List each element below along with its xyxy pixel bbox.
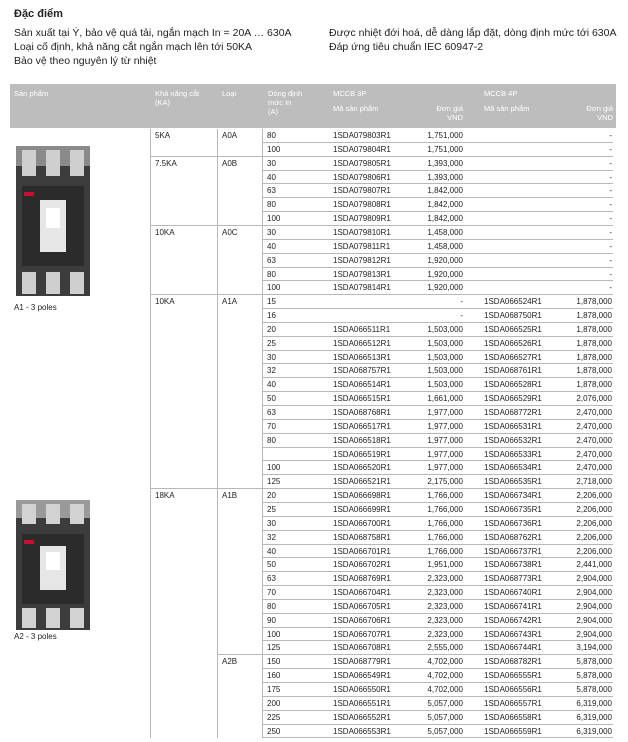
rated-current-cell: 30 bbox=[267, 352, 276, 362]
type-cell: A0B bbox=[222, 158, 238, 168]
features-title: Đặc điểm bbox=[14, 8, 63, 20]
rated-current-cell: 40 bbox=[267, 380, 276, 390]
type-cell: A0A bbox=[222, 131, 238, 140]
code-4p-cell: 1SDA066740R1 bbox=[484, 588, 542, 598]
features-left bbox=[14, 26, 292, 68]
header-capacity-line: Khả năng cắt bbox=[155, 89, 200, 98]
price-3p-cell: 1,842,000 bbox=[427, 200, 463, 210]
price-4p-cell: 1,878,000 bbox=[576, 352, 612, 362]
row-divider bbox=[262, 502, 613, 503]
column-divider bbox=[150, 129, 151, 738]
code-3p-cell: 1SDA079805R1 bbox=[333, 158, 391, 168]
row-divider bbox=[262, 640, 613, 641]
price-4p-cell: - bbox=[609, 172, 612, 182]
price-3p-cell: 1,766,000 bbox=[427, 504, 463, 514]
group-divider bbox=[150, 488, 613, 489]
row-divider bbox=[262, 460, 613, 461]
price-3p-cell: 1,766,000 bbox=[427, 546, 463, 556]
price-4p-cell: - bbox=[609, 227, 612, 237]
code-4p-cell: 1SDA066734R1 bbox=[484, 491, 542, 501]
code-3p-cell: 1SDA068757R1 bbox=[333, 366, 391, 376]
rated-current-cell: 32 bbox=[267, 532, 276, 542]
row-divider bbox=[262, 239, 613, 240]
code-3p-cell: 1SDA066701R1 bbox=[333, 546, 391, 556]
row-divider bbox=[262, 557, 613, 558]
type-cell: A1A bbox=[222, 297, 238, 307]
code-3p-cell: 1SDA066549R1 bbox=[333, 671, 391, 681]
price-4p-cell: 5,878,000 bbox=[576, 685, 612, 694]
price-3p-cell: 1,766,000 bbox=[427, 491, 463, 501]
row-divider bbox=[262, 447, 613, 448]
caption-a1: A1 - 3 poles bbox=[14, 303, 57, 312]
code-3p-cell: 1SDA068769R1 bbox=[333, 574, 391, 584]
price-4p-cell: 1,878,000 bbox=[576, 311, 612, 321]
price-4p-cell: 6,319,000 bbox=[576, 698, 612, 708]
row-divider bbox=[262, 530, 613, 531]
price-3p-cell: 2,323,000 bbox=[427, 574, 463, 584]
rated-current-cell: 30 bbox=[267, 158, 276, 168]
rated-current-cell: 200 bbox=[267, 698, 281, 708]
price-4p-cell: 1,878,000 bbox=[576, 380, 612, 390]
column-divider bbox=[217, 129, 218, 738]
row-divider bbox=[262, 183, 613, 184]
price-4p-cell: - bbox=[609, 255, 612, 265]
price-3p-cell: 1,393,000 bbox=[427, 172, 463, 182]
code-3p-cell: 1SDA079806R1 bbox=[333, 172, 391, 182]
group-divider bbox=[150, 156, 613, 157]
header-rated-line: Dòng định bbox=[268, 89, 303, 98]
code-4p-cell: 1SDA066738R1 bbox=[484, 560, 542, 570]
price-3p-cell: 1,842,000 bbox=[427, 214, 463, 224]
price-4p-cell: 5,878,000 bbox=[576, 657, 612, 667]
code-3p-cell: 1SDA066515R1 bbox=[333, 394, 391, 404]
price-4p-cell: - bbox=[609, 144, 612, 154]
header-product: Sản phẩm bbox=[14, 89, 49, 98]
rated-current-cell: 90 bbox=[267, 615, 276, 625]
code-3p-cell: 1SDA066705R1 bbox=[333, 601, 391, 611]
code-4p-cell: 1SDA066525R1 bbox=[484, 324, 542, 334]
row-divider bbox=[262, 544, 613, 545]
mccb-a1-image bbox=[12, 146, 94, 296]
header-mccb4p: MCCB 4P bbox=[484, 89, 518, 98]
price-3p-cell: 5,057,000 bbox=[427, 698, 463, 708]
rated-current-cell: 63 bbox=[267, 186, 276, 196]
price-4p-cell: 2,904,000 bbox=[576, 574, 612, 584]
price-4p-cell: 6,319,000 bbox=[576, 712, 612, 722]
code-4p-cell: 1SDA066555R1 bbox=[484, 671, 542, 681]
row-divider bbox=[262, 696, 613, 697]
code-3p-cell: 1SDA066704R1 bbox=[333, 588, 391, 598]
capacity-cell: 18KA bbox=[155, 491, 175, 501]
rated-current-cell: 50 bbox=[267, 560, 276, 570]
row-divider bbox=[262, 474, 613, 475]
header-capacity bbox=[155, 89, 199, 107]
rated-current-cell: 20 bbox=[267, 491, 276, 501]
code-3p-cell: 1SDA066521R1 bbox=[333, 477, 391, 487]
price-4p-cell: 2,206,000 bbox=[576, 532, 612, 542]
code-3p-cell: 1SDA066520R1 bbox=[333, 463, 391, 473]
row-divider bbox=[262, 668, 613, 669]
group-divider bbox=[217, 654, 613, 655]
price-3p-cell: 1,393,000 bbox=[427, 158, 463, 168]
code-3p-cell: 1SDA066552R1 bbox=[333, 712, 391, 722]
feature-line: Bảo vệ theo nguyên lý từ nhiệt bbox=[14, 55, 157, 67]
code-3p-cell: 1SDA066700R1 bbox=[333, 518, 391, 528]
type-cell: A0C bbox=[222, 227, 238, 237]
code-3p-cell: 1SDA066512R1 bbox=[333, 338, 391, 348]
code-3p-cell: 1SDA079810R1 bbox=[333, 227, 391, 237]
price-3p-cell: 1,766,000 bbox=[427, 532, 463, 542]
feature-line: Đáp ứng tiêu chuẩn IEC 60947-2 bbox=[329, 41, 484, 53]
code-3p-cell: 1SDA079809R1 bbox=[333, 214, 391, 224]
price-4p-cell: 1,878,000 bbox=[576, 366, 612, 376]
price-3p-cell: 1,920,000 bbox=[427, 269, 463, 279]
row-divider bbox=[262, 613, 613, 614]
price-3p-cell: 4,702,000 bbox=[427, 671, 463, 681]
price-3p-cell: 1,977,000 bbox=[427, 449, 463, 459]
rated-current-cell: 225 bbox=[267, 712, 281, 722]
code-3p-cell: 1SDA079803R1 bbox=[333, 131, 391, 140]
code-4p-cell: 1SDA066527R1 bbox=[484, 352, 542, 362]
features-right bbox=[329, 26, 616, 54]
header-price-line: VND bbox=[597, 113, 613, 122]
price-3p-cell: 1,951,000 bbox=[427, 560, 463, 570]
price-4p-cell: 2,718,000 bbox=[576, 477, 612, 487]
code-4p-cell: 1SDA066736R1 bbox=[484, 518, 542, 528]
header-rated bbox=[268, 89, 302, 116]
rated-current-cell: 63 bbox=[267, 255, 276, 265]
price-4p-cell: 3,194,000 bbox=[576, 643, 612, 653]
rated-current-cell: 150 bbox=[267, 657, 281, 667]
code-3p-cell: 1SDA079812R1 bbox=[333, 255, 391, 265]
rated-current-cell: 80 bbox=[267, 269, 276, 279]
capacity-cell: 10KA bbox=[155, 227, 175, 237]
price-3p-cell: 1,503,000 bbox=[427, 338, 463, 348]
rated-current-cell: 160 bbox=[267, 671, 281, 681]
price-4p-cell: 1,878,000 bbox=[576, 338, 612, 348]
row-divider bbox=[262, 405, 613, 406]
rated-current-cell: 175 bbox=[267, 685, 281, 694]
row-divider bbox=[262, 710, 613, 711]
header-rated-line: mức In bbox=[268, 98, 292, 107]
price-4p-cell: - bbox=[609, 186, 612, 196]
code-3p-cell: 1SDA066551R1 bbox=[333, 698, 391, 708]
header-price-line: Đơn giá bbox=[436, 104, 463, 113]
price-4p-cell: 2,470,000 bbox=[576, 421, 612, 431]
price-4p-cell: - bbox=[609, 158, 612, 168]
rated-current-cell: 80 bbox=[267, 131, 276, 140]
code-4p-cell: 1SDA066744R1 bbox=[484, 643, 542, 653]
price-4p-cell: 2,470,000 bbox=[576, 408, 612, 417]
price-4p-cell: 1,878,000 bbox=[576, 324, 612, 334]
price-4p-cell: 1,878,000 bbox=[576, 297, 612, 307]
price-3p-cell: 1,458,000 bbox=[427, 227, 463, 237]
code-3p-cell: 1SDA066514R1 bbox=[333, 380, 391, 390]
rated-current-cell: 30 bbox=[267, 518, 276, 528]
rated-current-cell: 100 bbox=[267, 144, 281, 154]
header-type: Loại bbox=[222, 89, 237, 98]
price-3p-cell: 1,751,000 bbox=[427, 131, 463, 140]
code-3p-cell: 1SDA079811R1 bbox=[333, 241, 391, 251]
price-3p-cell: 2,323,000 bbox=[427, 588, 463, 598]
rated-current-cell: 70 bbox=[267, 421, 276, 431]
row-divider bbox=[262, 585, 613, 586]
code-4p-cell: 1SDA068750R1 bbox=[484, 311, 542, 321]
column-divider bbox=[262, 129, 263, 738]
code-3p-cell: 1SDA066698R1 bbox=[333, 491, 391, 501]
code-4p-cell: 1SDA066535R1 bbox=[484, 477, 542, 487]
price-3p-cell: 4,702,000 bbox=[427, 657, 463, 667]
price-4p-cell: 2,904,000 bbox=[576, 601, 612, 611]
code-4p-cell: 1SDA066557R1 bbox=[484, 698, 542, 708]
price-3p-cell: 1,503,000 bbox=[427, 324, 463, 334]
code-3p-cell: 1SDA066708R1 bbox=[333, 643, 391, 653]
row-divider bbox=[262, 308, 613, 309]
price-3p-cell: 4,702,000 bbox=[427, 685, 463, 694]
price-4p-cell: 2,904,000 bbox=[576, 588, 612, 598]
price-3p-cell: - bbox=[460, 297, 463, 307]
price-4p-cell: - bbox=[609, 131, 612, 140]
code-4p-cell: 1SDA068772R1 bbox=[484, 408, 542, 417]
row-divider bbox=[262, 571, 613, 572]
row-divider bbox=[262, 322, 613, 323]
code-4p-cell: 1SDA066532R1 bbox=[484, 435, 542, 445]
feature-line: Được nhiệt đới hoá, dễ dàng lắp đặt, dòng định mức tới 630A bbox=[329, 27, 617, 39]
code-4p-cell: 1SDA066559R1 bbox=[484, 726, 542, 736]
price-3p-cell: 1,977,000 bbox=[427, 421, 463, 431]
rated-current-cell: 100 bbox=[267, 283, 281, 293]
code-4p-cell: 1SDA066531R1 bbox=[484, 421, 542, 431]
row-divider bbox=[262, 197, 613, 198]
code-3p-cell: 1SDA066699R1 bbox=[333, 504, 391, 514]
price-3p-cell: 2,323,000 bbox=[427, 615, 463, 625]
code-4p-cell: 1SDA066735R1 bbox=[484, 504, 542, 514]
rated-current-cell: 63 bbox=[267, 408, 276, 417]
rated-current-cell: 40 bbox=[267, 546, 276, 556]
price-4p-cell: - bbox=[609, 214, 612, 224]
code-4p-cell: 1SDA066524R1 bbox=[484, 297, 542, 307]
capacity-cell: 7.5KA bbox=[155, 158, 177, 168]
code-3p-cell: 1SDA068768R1 bbox=[333, 408, 391, 417]
rated-current-cell: 125 bbox=[267, 643, 281, 653]
header-price-line: Đơn giá bbox=[586, 104, 613, 113]
price-4p-cell: 2,206,000 bbox=[576, 518, 612, 528]
price-3p-cell: 1,751,000 bbox=[427, 144, 463, 154]
code-4p-cell: 1SDA066742R1 bbox=[484, 615, 542, 625]
header-price-3p bbox=[418, 104, 463, 122]
row-divider bbox=[262, 419, 613, 420]
row-divider bbox=[262, 350, 613, 351]
code-4p-cell: 1SDA068762R1 bbox=[484, 532, 542, 542]
row-divider bbox=[262, 336, 613, 337]
price-4p-cell: 2,904,000 bbox=[576, 615, 612, 625]
price-3p-cell: 1,503,000 bbox=[427, 380, 463, 390]
price-4p-cell: 5,878,000 bbox=[576, 671, 612, 681]
code-3p-cell: 1SDA079813R1 bbox=[333, 269, 391, 279]
price-3p-cell: 2,555,000 bbox=[427, 643, 463, 653]
price-4p-cell: 2,441,000 bbox=[576, 560, 612, 570]
price-3p-cell: 1,920,000 bbox=[427, 255, 463, 265]
rated-current-cell: 50 bbox=[267, 394, 276, 404]
code-3p-cell: 1SDA068779R1 bbox=[333, 657, 391, 667]
mccb-a2-image bbox=[12, 500, 94, 630]
row-divider bbox=[262, 682, 613, 683]
rated-current-cell: 63 bbox=[267, 574, 276, 584]
code-4p-cell: 1SDA068782R1 bbox=[484, 657, 542, 667]
group-divider bbox=[150, 294, 613, 295]
price-4p-cell: 2,470,000 bbox=[576, 449, 612, 459]
feature-line: Loại cố định, khả năng cắt ngắn mạch lên tới 50KA bbox=[14, 41, 253, 53]
code-3p-cell: 1SDA066511R1 bbox=[333, 324, 391, 334]
code-4p-cell: 1SDA066558R1 bbox=[484, 712, 542, 722]
capacity-cell: 10KA bbox=[155, 297, 175, 307]
rated-current-cell: 15 bbox=[267, 297, 276, 307]
rated-current-cell: 80 bbox=[267, 200, 276, 210]
code-3p-cell: 1SDA066518R1 bbox=[333, 435, 391, 445]
price-3p-cell: 1,977,000 bbox=[427, 408, 463, 417]
rated-current-cell: 32 bbox=[267, 366, 276, 376]
row-divider bbox=[262, 627, 613, 628]
price-3p-cell: 5,057,000 bbox=[427, 712, 463, 722]
feature-line: Sản xuất tại Ý, bảo vệ quá tải, ngắn mạch In = 20A … 630A bbox=[14, 27, 292, 39]
row-divider bbox=[262, 211, 613, 212]
code-3p-cell: 1SDA079808R1 bbox=[333, 200, 391, 210]
row-divider bbox=[262, 377, 613, 378]
code-3p-cell: 1SDA079804R1 bbox=[333, 144, 391, 154]
header-price-line: VND bbox=[447, 113, 463, 122]
price-4p-cell: - bbox=[609, 241, 612, 251]
code-4p-cell: 1SDA066556R1 bbox=[484, 685, 542, 694]
row-divider bbox=[262, 737, 613, 738]
row-divider bbox=[262, 599, 613, 600]
table-header bbox=[10, 84, 616, 128]
price-3p-cell: 5,057,000 bbox=[427, 726, 463, 736]
price-3p-cell: 2,175,000 bbox=[427, 477, 463, 487]
price-3p-cell: 1,458,000 bbox=[427, 241, 463, 251]
price-3p-cell: 1,842,000 bbox=[427, 186, 463, 196]
code-4p-cell: 1SDA066534R1 bbox=[484, 463, 542, 473]
code-3p-cell: 1SDA066517R1 bbox=[333, 421, 391, 431]
code-4p-cell: 1SDA066741R1 bbox=[484, 601, 542, 611]
price-3p-cell: 2,323,000 bbox=[427, 629, 463, 639]
code-3p-cell: 1SDA068758R1 bbox=[333, 532, 391, 542]
price-3p-cell: 1,661,000 bbox=[427, 394, 463, 404]
header-mccb3p: MCCB 3P bbox=[333, 89, 367, 98]
rated-current-cell: 100 bbox=[267, 214, 281, 224]
header-code-4p: Mã sản phẩm bbox=[484, 104, 530, 113]
rated-current-cell: 80 bbox=[267, 601, 276, 611]
row-divider bbox=[262, 363, 613, 364]
code-4p-cell: 1SDA068761R1 bbox=[484, 366, 542, 376]
code-4p-cell: 1SDA066737R1 bbox=[484, 546, 542, 556]
code-3p-cell: 1SDA066550R1 bbox=[333, 685, 391, 694]
code-4p-cell: 1SDA066743R1 bbox=[484, 629, 542, 639]
price-4p-cell: 2,904,000 bbox=[576, 629, 612, 639]
rated-current-cell: 80 bbox=[267, 435, 276, 445]
capacity-cell: 5KA bbox=[155, 131, 171, 140]
type-cell: A1B bbox=[222, 491, 238, 501]
row-divider bbox=[262, 253, 613, 254]
code-4p-cell: 1SDA066528R1 bbox=[484, 380, 542, 390]
rated-current-cell: 25 bbox=[267, 504, 276, 514]
code-3p-cell: 1SDA079807R1 bbox=[333, 186, 391, 196]
code-3p-cell: 1SDA066706R1 bbox=[333, 615, 391, 625]
rated-current-cell: 40 bbox=[267, 172, 276, 182]
rated-current-cell: 100 bbox=[267, 463, 281, 473]
rated-current-cell: 70 bbox=[267, 588, 276, 598]
row-divider bbox=[262, 267, 613, 268]
row-divider bbox=[262, 142, 613, 143]
row-divider bbox=[262, 170, 613, 171]
row-divider bbox=[262, 433, 613, 434]
type-cell: A2B bbox=[222, 657, 238, 667]
code-4p-cell: 1SDA068773R1 bbox=[484, 574, 542, 584]
code-4p-cell: 1SDA066526R1 bbox=[484, 338, 542, 348]
price-4p-cell: 2,076,000 bbox=[576, 394, 612, 404]
code-4p-cell: 1SDA066533R1 bbox=[484, 449, 542, 459]
price-4p-cell: - bbox=[609, 283, 612, 293]
row-divider bbox=[262, 280, 613, 281]
price-4p-cell: 2,206,000 bbox=[576, 546, 612, 556]
caption-a2: A2 - 3 poles bbox=[14, 632, 57, 641]
row-divider bbox=[262, 516, 613, 517]
rated-current-cell: 25 bbox=[267, 338, 276, 348]
header-capacity-line: (KA) bbox=[155, 98, 170, 107]
rated-current-cell: 250 bbox=[267, 726, 281, 736]
row-divider bbox=[262, 391, 613, 392]
code-3p-cell: 1SDA066513R1 bbox=[333, 352, 391, 362]
code-3p-cell: 1SDA079814R1 bbox=[333, 283, 391, 293]
header-rated-line: (A) bbox=[268, 107, 278, 116]
code-3p-cell: 1SDA066702R1 bbox=[333, 560, 391, 570]
header-code-3p: Mã sản phẩm bbox=[333, 104, 379, 113]
price-4p-cell: 2,470,000 bbox=[576, 463, 612, 473]
rated-current-cell: 100 bbox=[267, 629, 281, 639]
price-3p-cell: 2,323,000 bbox=[427, 601, 463, 611]
code-3p-cell: 1SDA066707R1 bbox=[333, 629, 391, 639]
group-divider bbox=[150, 225, 613, 226]
price-4p-cell: 6,319,000 bbox=[576, 726, 612, 736]
row-divider bbox=[262, 724, 613, 725]
price-3p-cell: 1,766,000 bbox=[427, 518, 463, 528]
rated-current-cell: 40 bbox=[267, 241, 276, 251]
code-4p-cell: 1SDA066529R1 bbox=[484, 394, 542, 404]
price-3p-cell: 1,920,000 bbox=[427, 283, 463, 293]
price-4p-cell: - bbox=[609, 269, 612, 279]
code-3p-cell: 1SDA066519R1 bbox=[333, 449, 391, 459]
price-3p-cell: - bbox=[460, 311, 463, 321]
code-3p-cell: 1SDA066553R1 bbox=[333, 726, 391, 736]
rated-current-cell: 20 bbox=[267, 324, 276, 334]
price-3p-cell: 1,503,000 bbox=[427, 352, 463, 362]
price-4p-cell: - bbox=[609, 200, 612, 210]
rated-current-cell: 30 bbox=[267, 227, 276, 237]
price-4p-cell: 2,470,000 bbox=[576, 435, 612, 445]
price-4p-cell: 2,206,000 bbox=[576, 491, 612, 501]
rated-current-cell: 16 bbox=[267, 311, 276, 321]
price-3p-cell: 1,977,000 bbox=[427, 435, 463, 445]
header-price-4p bbox=[568, 104, 613, 122]
price-3p-cell: 1,503,000 bbox=[427, 366, 463, 376]
price-3p-cell: 1,977,000 bbox=[427, 463, 463, 473]
price-4p-cell: 2,206,000 bbox=[576, 504, 612, 514]
rated-current-cell: 125 bbox=[267, 477, 281, 487]
